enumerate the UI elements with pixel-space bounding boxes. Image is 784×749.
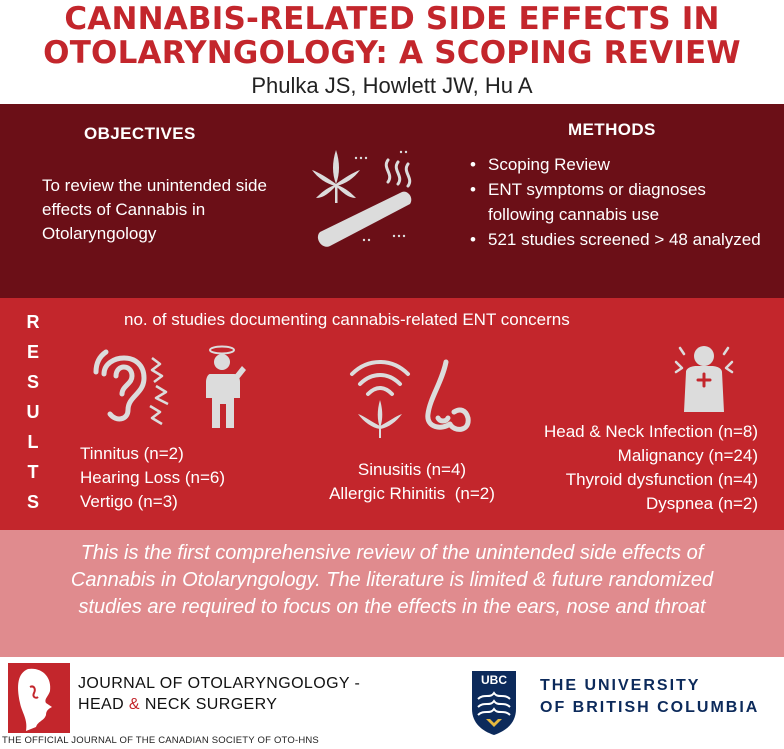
sore-throat-person-icon [672,342,736,414]
dizzy-person-icon [200,344,250,430]
ubc-name-line-2: OF BRITISH COLUMBIA [540,699,760,716]
journal-name-line-1: JOURNAL OF OTOLARYNGOLOGY - [78,675,361,692]
results-vertical-label [22,312,44,522]
results-letter: S [26,492,39,512]
ear-icon [92,344,182,426]
finding-item: Vertigo (n=3) [80,492,178,511]
conclusion-text: This is the first comprehensive review of the unintended side effects of Cannabis in Otolaryngology. The literature is limited & future randomized studies are required to focus on the effects in the ears, nose and throat [70,542,714,618]
methods-item: • Scoping Review [466,152,766,177]
ubc-name-line-1: THE UNIVERSITY [540,677,701,694]
methods-item: • 521 studies screened > 48 analyzed [466,227,766,252]
methods-heading: METHODS [568,120,656,139]
journal-subtitle: THE OFFICIAL JOURNAL OF THE CANADIAN SOCIETY OF OTO-HNS [2,735,319,746]
journal-name-neck-surgery: NECK SURGERY [139,696,278,713]
methods-item: • ENT symptoms or diagnoses following cannabis use [466,177,766,227]
objectives-methods-panel [0,104,784,298]
results-letter: S [26,372,39,392]
journal-logo-icon [8,663,70,733]
title-line-2: OTOLARYNGOLOGY: A SCOPING REVIEW [43,35,741,71]
results-panel [0,298,784,530]
ubc-crest-icon [470,669,518,735]
footer [0,657,784,749]
journal-name [78,673,360,715]
authors: Phulka JS, Howlett JW, Hu A [251,73,533,98]
ubc-name [540,675,759,719]
results-letter: R [26,312,40,332]
finding-item: Tinnitus (n=2) [80,444,184,463]
finding-item: Dyspnea (n=2) [646,494,758,513]
header [0,0,784,104]
finding-item: Allergic Rhinitis (n=2) [329,484,495,503]
nose-findings [314,458,510,506]
objectives-text: To review the unintended side effects of Cannabis in Otolaryngology [42,176,267,243]
conclusion-panel [0,530,784,657]
finding-item: Head & Neck Infection (n=8) [543,422,758,441]
ear-findings [80,442,225,514]
journal-name-ampersand: & [128,696,140,713]
results-letter: T [27,462,39,482]
journal-name-head: HEAD [78,696,129,713]
throat-findings [496,420,758,516]
results-letter: E [26,342,39,362]
objectives-heading: OBJECTIVES [84,124,196,143]
wifi-cannabis-icon [348,356,412,440]
ubc-logo-text: UBC [481,673,507,687]
results-letter: U [26,402,40,422]
cannabis-joint-icon [306,140,436,252]
finding-item: Sinusitis (n=4) [357,460,467,479]
poster-title [0,0,784,70]
finding-item: Malignancy (n=24) [617,446,758,465]
results-subtitle: no. of studies documenting cannabis-related ENT concerns [124,310,570,329]
finding-item: Hearing Loss (n=6) [80,468,226,487]
nose-icon [420,358,476,442]
journal-name-line-2 [78,694,360,715]
results-letter: L [27,432,39,452]
finding-item: Thyroid dysfunction (n=4) [565,470,758,489]
methods-list [466,152,766,252]
title-line-1: CANNABIS-RELATED SIDE EFFECTS IN [64,1,720,37]
